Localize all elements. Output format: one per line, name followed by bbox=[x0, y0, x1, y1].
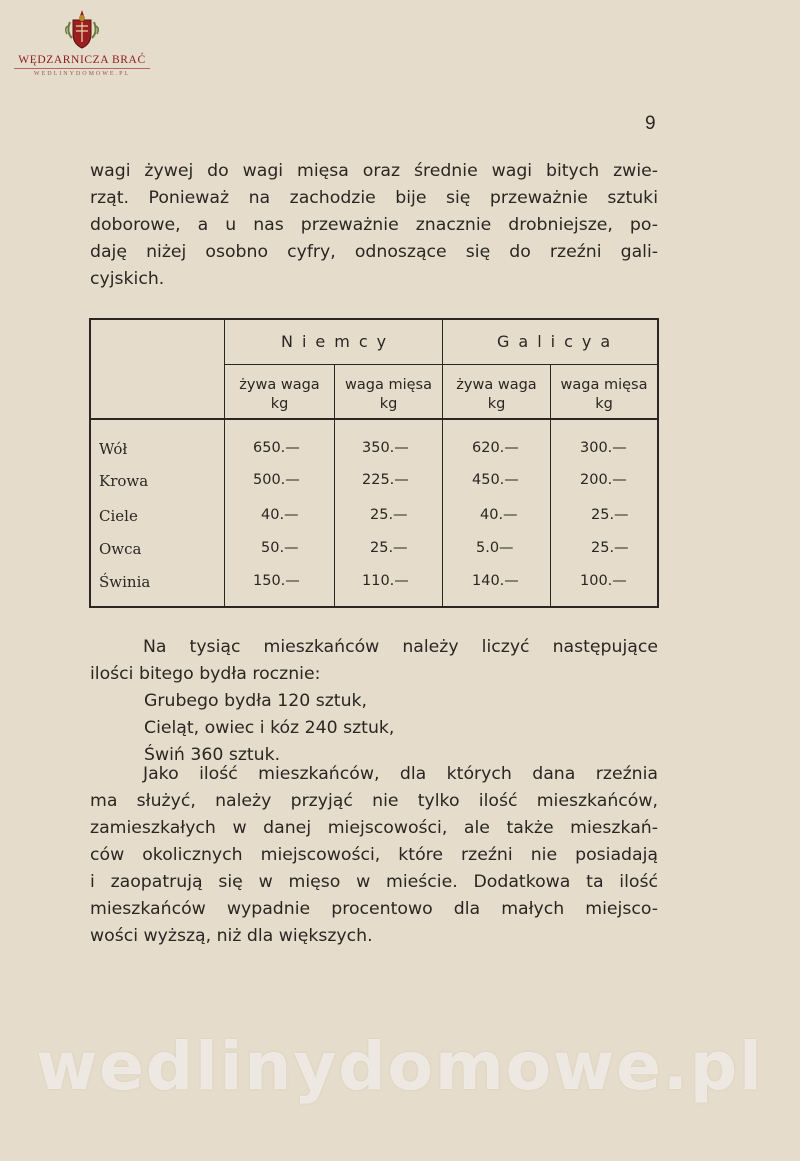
subheader-cell bbox=[335, 376, 442, 414]
brand-logo[interactable] bbox=[14, 8, 150, 77]
col-rule bbox=[224, 318, 225, 608]
subheader-unit: kg bbox=[595, 396, 613, 412]
text-line: zamieszkałych w danej miejscowości, ale także mieszkań- bbox=[90, 818, 658, 838]
subheader-unit: kg bbox=[487, 396, 506, 412]
row-label: Świnia bbox=[99, 573, 151, 591]
table-cell: 5.0— bbox=[476, 540, 514, 556]
table-cell: 25.— bbox=[591, 507, 629, 523]
subheader-text: żywa waga bbox=[456, 377, 537, 393]
subheader-cell bbox=[225, 376, 334, 414]
page-number: 9 bbox=[645, 113, 656, 134]
watermark: wedlinydomowe.pl bbox=[36, 1028, 764, 1105]
text-line: Na tysiąc mieszkańców należy liczyć następujące bbox=[143, 637, 658, 657]
table-cell: 40.— bbox=[261, 507, 299, 523]
table-border-left bbox=[89, 318, 91, 608]
group-header-niemcy: Niemcy bbox=[281, 332, 396, 351]
table-cell: 25.— bbox=[370, 507, 408, 523]
weights-table bbox=[89, 318, 659, 608]
table-cell: 450.— bbox=[472, 472, 519, 488]
table-cell: 500.— bbox=[253, 472, 300, 488]
col-rule bbox=[442, 318, 443, 608]
text-line: cyjskich. bbox=[90, 269, 165, 289]
table-cell: 25.— bbox=[370, 540, 408, 556]
text-line: wagi żywej do wagi mięsa oraz średnie wagi bitych zwie- bbox=[90, 161, 658, 181]
table-cell: 150.— bbox=[253, 573, 300, 589]
list-item: Grubego bydła 120 sztuk, bbox=[144, 691, 368, 711]
text-line: rząt. Ponieważ na zachodzie bije się przeważnie sztuki bbox=[90, 188, 658, 208]
text-line: ma służyć, należy przyjąć nie tylko ilość mieszkańców, bbox=[90, 791, 658, 811]
cattle-list bbox=[144, 688, 394, 769]
table-cell: 200.— bbox=[580, 472, 627, 488]
table-cell: 110.— bbox=[362, 573, 409, 589]
brand-url: WEDLINYDOMOWE.PL bbox=[33, 71, 131, 77]
table-header-rule bbox=[89, 418, 659, 420]
table-cell: 225.— bbox=[362, 472, 409, 488]
paragraph-3 bbox=[90, 761, 658, 950]
table-cell: 620.— bbox=[472, 440, 519, 456]
brand-name: WĘDZARNICZA BRAĆ bbox=[18, 54, 146, 66]
table-cell: 40.— bbox=[480, 507, 518, 523]
subheader-cell bbox=[551, 376, 657, 414]
table-border-right bbox=[657, 318, 659, 608]
text-line: i zaopatrują się w mięso w mieście. Dodatkowa ta ilość bbox=[90, 872, 658, 892]
subheader-unit: kg bbox=[379, 396, 398, 412]
table-cell: 650.— bbox=[253, 440, 300, 456]
text-line: ców okolicznych miejscowości, które rzeźni nie posiadają bbox=[90, 845, 658, 865]
group-header-galicya: Galicya bbox=[497, 332, 620, 351]
subheader-cell bbox=[443, 376, 550, 414]
row-label: Ciele bbox=[99, 507, 138, 525]
list-item: Świń 360 sztuk. bbox=[144, 745, 281, 765]
subheader-text: waga mięsa bbox=[560, 377, 648, 393]
table-cell: 50.— bbox=[261, 540, 299, 556]
list-item: Cieląt, owiec i kóz 240 sztuk, bbox=[144, 718, 395, 738]
table-cell: 300.— bbox=[580, 440, 627, 456]
crest-icon bbox=[62, 8, 102, 52]
text-line: doborowe, a u nas przeważnie znacznie drobniejsze, po- bbox=[90, 215, 658, 235]
text-line: daję niżej osobno cyfry, odnoszące się do rzeźni gali- bbox=[90, 242, 658, 262]
paragraph-2 bbox=[90, 634, 658, 688]
table-border-top bbox=[89, 318, 659, 320]
row-label: Wół bbox=[99, 440, 128, 458]
table-cell: 25.— bbox=[591, 540, 629, 556]
row-label: Owca bbox=[99, 540, 142, 558]
subheader-text: waga mięsa bbox=[345, 377, 432, 393]
table-cell: 140.— bbox=[472, 573, 519, 589]
text-line: wości wyższą, niż dla większych. bbox=[90, 926, 373, 946]
logo-divider bbox=[14, 68, 150, 69]
table-cell: 100.— bbox=[580, 573, 627, 589]
row-label: Krowa bbox=[99, 472, 149, 490]
text-line: Jako ilość mieszkańców, dla których dana rzeźnia bbox=[143, 764, 658, 784]
text-line: mieszkańców wypadnie procentowo dla małych miejsco- bbox=[90, 899, 658, 919]
subheader-unit: kg bbox=[270, 396, 289, 412]
paragraph-1 bbox=[90, 158, 658, 293]
text-line: ilości bitego bydła rocznie: bbox=[90, 664, 321, 684]
table-cell: 350.— bbox=[362, 440, 409, 456]
table-border-bottom bbox=[89, 606, 659, 608]
subheader-text: żywa waga bbox=[239, 377, 320, 393]
